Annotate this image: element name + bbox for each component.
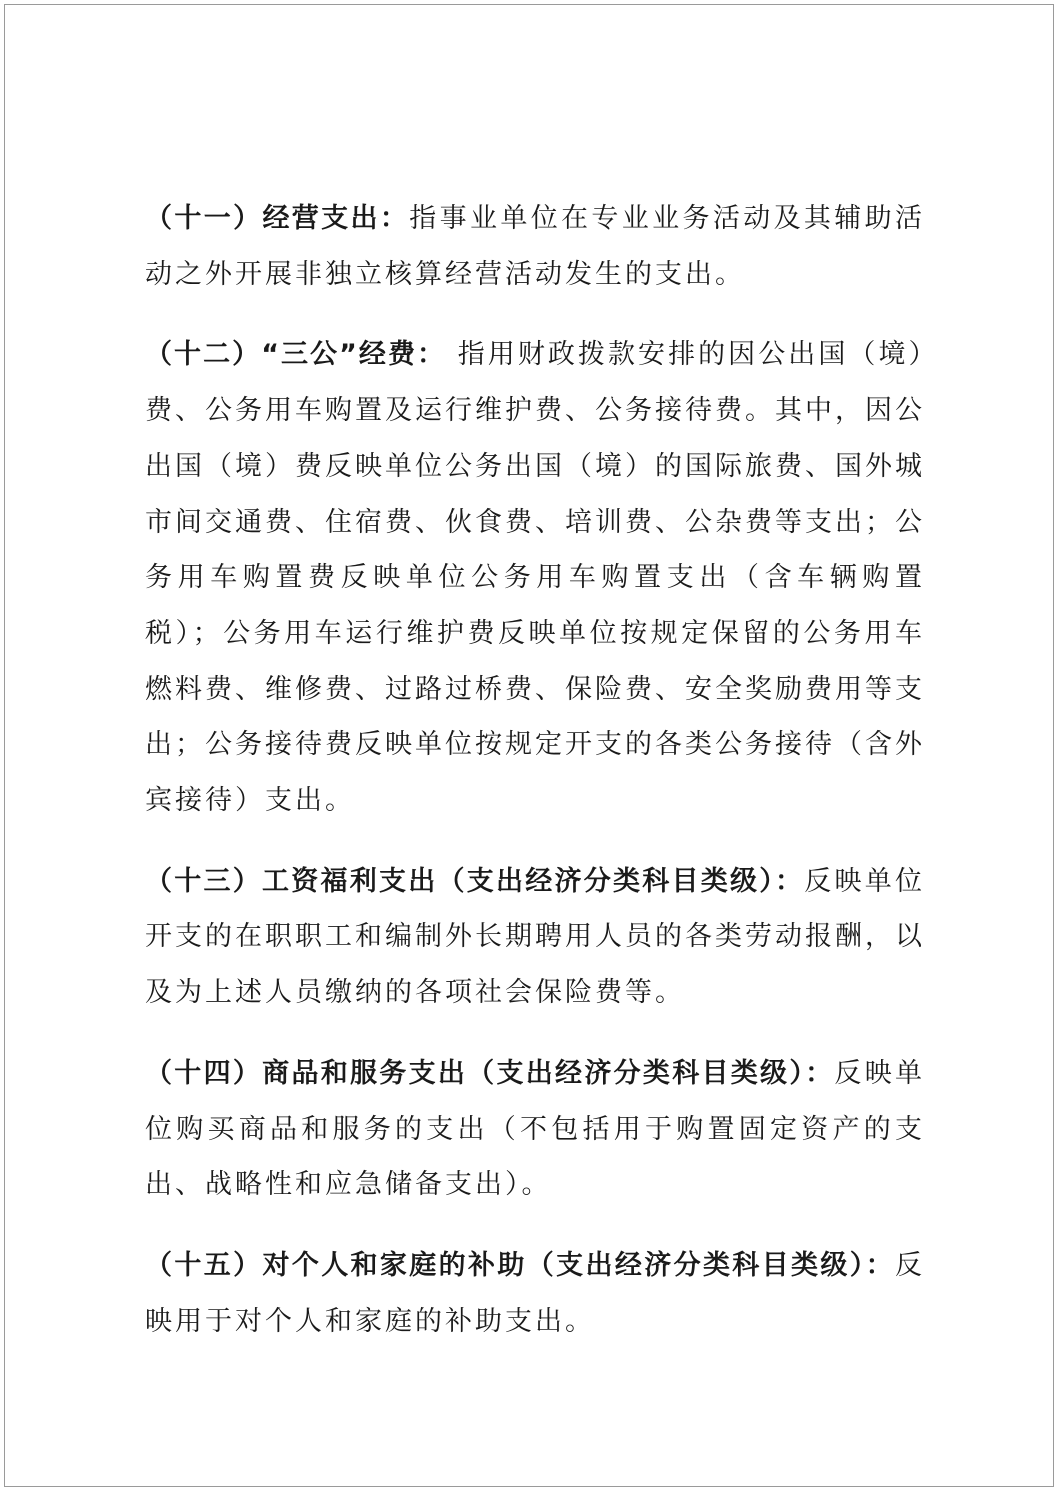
paragraph-11	[145, 191, 925, 302]
definition-text: 指事业单位在专业业务活动及其辅助活动之外开展非独立核算经营活动发生的支出。	[145, 203, 926, 290]
term-wages-welfare: （十三）工资福利支出（支出经济分类科目类级）：	[145, 865, 805, 897]
term-operating-expenditure: （十一）经营支出：	[145, 203, 410, 234]
paragraph-12	[145, 327, 925, 828]
document-page	[4, 4, 1054, 1487]
paragraph-13	[145, 854, 925, 1021]
definition-text: 反映用于对个人和家庭的补助支出。	[145, 1249, 925, 1337]
definition-text: 反映单位开支的在职职工和编制外长期聘用人员的各类劳动报酬，以及为上述人员缴纳的各项社会保险费等。	[145, 865, 925, 1009]
definition-text: 指用财政拨款安排的因公出国（境）费、公务用车购置及运行维护费、公务接待费。其中，因公出国（境）费反映单位公务出国（境）的国际旅费、国外城市间交通费、住宿费、伙食费、培训费、公杂费等支出；公务用车购置费反映单位公务用车购置支出（含车辆购置税）；公务用车运行维护费反映单位按规定保留的公务用车 燃料费、维修费、过路过桥费、保险费、安全奖励费用等支出；公务接待费反映单位按规定开支的各类公务接待（含外宾接待）支出。	[145, 339, 925, 817]
term-household-subsidies: （十五）对个人和家庭的补助（支出经济分类科目类级）：	[145, 1249, 895, 1281]
definition-text: 反映单位购买商品和服务的支出（不包括用于购置固定资产的支出、战略性和应急储备支出）。	[145, 1057, 925, 1201]
term-three-public-expenses: （十二）“三公”经费：	[145, 339, 447, 371]
document-body	[145, 191, 925, 1349]
paragraph-14	[145, 1046, 925, 1213]
term-goods-services: （十四）商品和服务支出（支出经济分类科目类级）：	[145, 1057, 835, 1089]
paragraph-15	[145, 1238, 925, 1349]
